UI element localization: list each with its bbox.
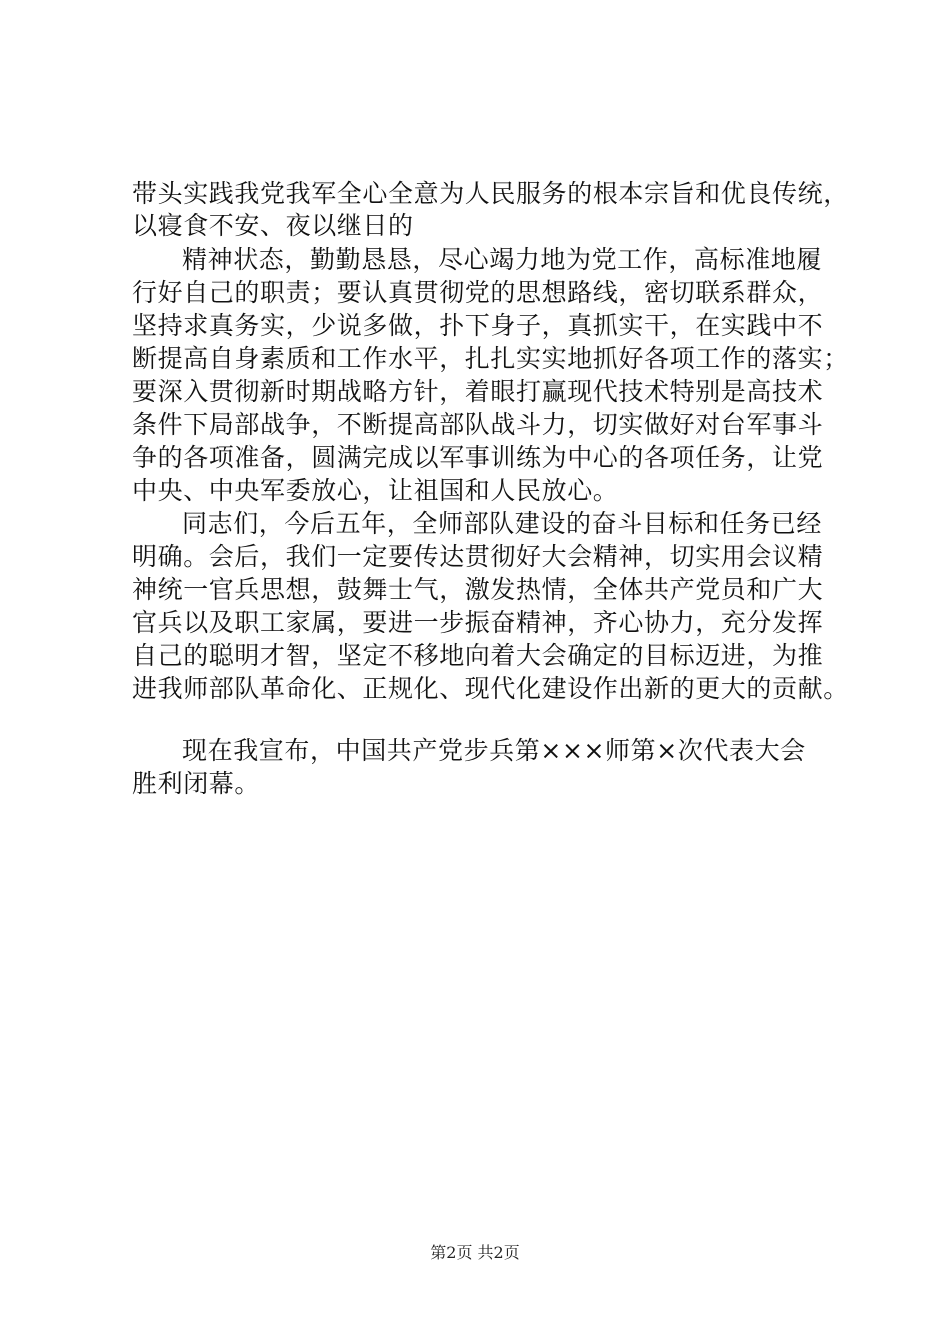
paragraph-line: 进我师部队革命化、正规化、现代化建设作出新的更大的贡献。	[132, 674, 849, 703]
paragraph-line: 自己的聪明才智，坚定不移地向着大会确定的目标迈进，为推	[132, 641, 824, 670]
paragraph-line: 明确。会后，我们一定要传达贯彻好大会精神，切实用会议精	[132, 542, 824, 571]
paragraph-line: 胜利闭幕。	[132, 769, 261, 798]
paragraph-line: 官兵以及职工家属，要进一步振奋精神，齐心协力，充分发挥	[132, 608, 824, 637]
paragraph-line: 现在我宣布，中国共产党步兵第×××师第×次代表大会	[182, 736, 806, 765]
paragraph-line: 坚持求真务实，少说多做，扑下身子，真抓实干，在实践中不	[132, 311, 824, 340]
paragraph-line: 以寝食不安、夜以继日的	[132, 211, 414, 240]
page-number-footer: 第2页 共2页	[430, 1243, 520, 1262]
paragraph-line: 精神状态，勤勤恳恳，尽心竭力地为党工作，高标准地履	[182, 245, 823, 274]
paragraph-line: 要深入贯彻新时期战略方针，着眼打赢现代技术特别是高技术	[132, 377, 824, 406]
paragraph-line: 断提高自身素质和工作水平，扎扎实实地抓好各项工作的落实；	[132, 344, 849, 373]
paragraph-line: 行好自己的职责；要认真贯彻党的思想路线，密切联系群众，	[132, 278, 824, 307]
paragraph-line: 同志们，今后五年，全师部队建设的奋斗目标和任务已经	[182, 509, 823, 538]
paragraph-line: 神统一官兵思想，鼓舞士气，激发热情，全体共产党员和广大	[132, 575, 824, 604]
paragraph-line: 条件下局部战争，不断提高部队战斗力，切实做好对台军事斗	[132, 410, 824, 439]
paragraph-line: 争的各项准备，圆满完成以军事训练为中心的各项任务，让党	[132, 443, 824, 472]
paragraph-line: 中央、中央军委放心，让祖国和人民放心。	[132, 476, 619, 505]
paragraph-line: 带头实践我党我军全心全意为人民服务的根本宗旨和优良传统，	[132, 179, 849, 208]
